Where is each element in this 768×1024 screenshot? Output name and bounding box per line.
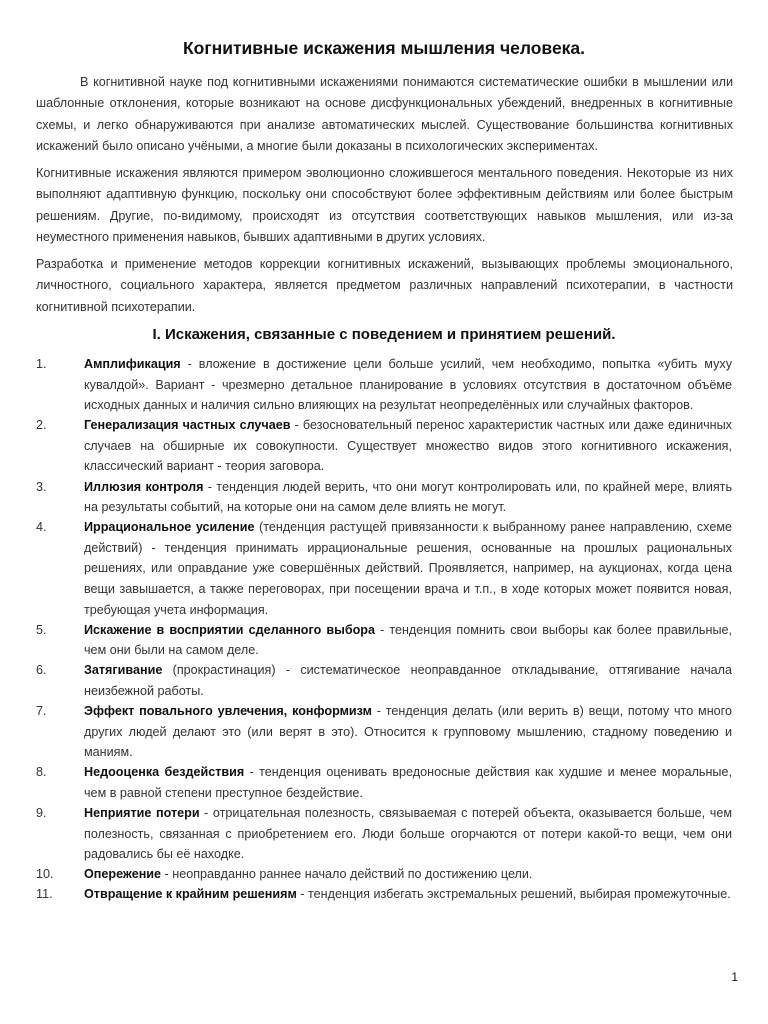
item-term: Амплификация — [84, 357, 181, 371]
item-term: Опережение — [84, 867, 162, 882]
item-description: - тенденция оценивать вредоносные действия как худшие и менее моральные, чем в равной степени преступное бездействие. — [84, 765, 732, 800]
item-number: 11. — [36, 887, 53, 902]
item-number: 9. — [36, 806, 47, 821]
item-description: - отрицательная полезность, связываемая с потерей объекта, оказывается больше, чем полезность, связанная с приобретением его. Люди больше огорчаются от потери какой-то вещи, чем они радовались бы её находке. — [84, 806, 732, 862]
item-number: 10. — [36, 867, 54, 882]
item-text — [84, 803, 732, 865]
item-number: 2. — [36, 418, 47, 433]
item-term: Эффект повального увлечения, конформизм — [84, 704, 372, 719]
item-text — [84, 354, 732, 416]
item-text — [84, 415, 732, 477]
list-item — [0, 477, 768, 518]
intro-paragraph-1: В когнитивной науке под когнитивными искажениями понимаются систематические ошибки в мышлении или шаблонные отклонения, которые возникают на основе дисфункциональных убеждений, внедренных в когнитивные схемы, и легко обнаруживаются при анализе автоматических мыслей. Существование большинства когнитивных искажений было описано учёными, а многие были доказаны в психологических экспериментах. — [36, 75, 733, 153]
item-text — [84, 864, 732, 885]
item-number: 3. — [36, 479, 47, 494]
list-item — [0, 884, 768, 905]
item-description: - безосновательный перенос характеристик частных или даже единичных случаев на обширные их совокупности. Существует множество видов этого когнитивного искажения, классический вариант - теория заговора. — [84, 418, 732, 474]
item-number: 4. — [36, 520, 47, 535]
list-item — [0, 701, 768, 763]
intro-paragraph-3: Разработка и применение методов коррекции когнитивных искажений, вызывающих проблемы эмоционального, личностного, социального характера, является предметом различных направлений психотерапии, в частности когнитивной психотерапии. — [36, 257, 733, 314]
item-term: Затягивание — [84, 663, 163, 678]
list-item — [0, 660, 768, 701]
item-text — [84, 660, 732, 701]
section-heading: I. Искажения, связанные с поведением и принятием решений. — [152, 326, 616, 343]
item-description: - вложение в достижение цели больше усилий, чем необходимо, попытка «убить муху кувалдой». Вариант - чрезмерно детальное планирование в условиях отсутствия в достаточном объёме исходных данных и наличия сильно влияющих на результат неопределённых или случайных факторов. — [84, 357, 732, 413]
list-item — [0, 803, 768, 865]
item-term: Отвращение к крайним решениям — [84, 887, 297, 902]
list-item — [0, 517, 768, 620]
page-title: Когнитивные искажения мышления человека. — [182, 38, 586, 58]
item-description: - тенденция избегать экстремальных решений, выбирая промежуточные. — [296, 887, 731, 902]
item-number: 8. — [36, 765, 47, 780]
item-description: - тенденция людей верить, что они могут контролировать или, по крайней мере, влиять на результаты событий, на которые они на самом деле влиять не могут. — [84, 479, 732, 515]
list-item — [0, 620, 768, 661]
item-number: 6. — [36, 663, 47, 678]
item-text — [84, 701, 732, 763]
item-description: - тенденция делать (или верить в) вещи, потому что много других людей делают это (или верят в это). Относится к групповому мышлению, стадному поведению и маниям. — [84, 704, 732, 760]
item-term: Недооценка бездействия — [84, 765, 245, 780]
item-text — [84, 620, 732, 661]
item-description: - неоправданно раннее начало действий по достижению цели. — [161, 867, 533, 882]
item-term: Генерализация частных случаев — [84, 418, 291, 433]
item-description: (прокрастинация) - систематическое неоправданное откладывание, оттягивание начала неизбежной работы. — [84, 663, 732, 698]
item-description: - тенденция помнить свои выборы как более правильные, чем они были на самом деле. — [84, 622, 733, 658]
bias-list — [0, 354, 768, 905]
page-number: 1 — [731, 970, 738, 984]
item-number: 7. — [36, 704, 47, 719]
item-number: 1. — [36, 357, 47, 371]
item-text — [84, 762, 732, 803]
list-item — [0, 864, 768, 885]
item-description: (тенденция растущей привязанности к выбранному ранее направлению, схеме действий) - тенденция принимать иррациональные решения, основанные на прошлых рациональных решениях, или оправдание уже совершённых действий. Проявляется, например, на аукционах, когда цена вещи завышается, а также переговорах, при посещении врача и т.п., в ходе которых может появится новая, требующая учета информация. — [84, 520, 732, 617]
item-term: Иллюзия контроля — [84, 479, 204, 494]
item-term: Иррациональное усиление — [84, 520, 255, 535]
intro-paragraph-2: Когнитивные искажения являются примером эволюционно сложившегося ментального поведения. Некоторые из них выполняют адаптивную функцию, поскольку они способствуют более эффективным действиям или более быстрым решениям. Другие, по-видимому, происходят из отсутствия соответствующих навыков мышления, или из-за неуместного применения навыков, бывших адаптивными в других условиях. — [36, 166, 733, 244]
item-term: Искажение в восприятии сделанного выбора — [84, 622, 376, 637]
item-text — [84, 477, 732, 518]
list-item — [0, 415, 768, 477]
item-term: Неприятие потери — [84, 806, 200, 821]
item-text — [84, 517, 732, 620]
list-item — [0, 354, 768, 416]
item-number: 5. — [36, 622, 47, 637]
item-text — [84, 884, 732, 905]
list-item — [0, 762, 768, 803]
